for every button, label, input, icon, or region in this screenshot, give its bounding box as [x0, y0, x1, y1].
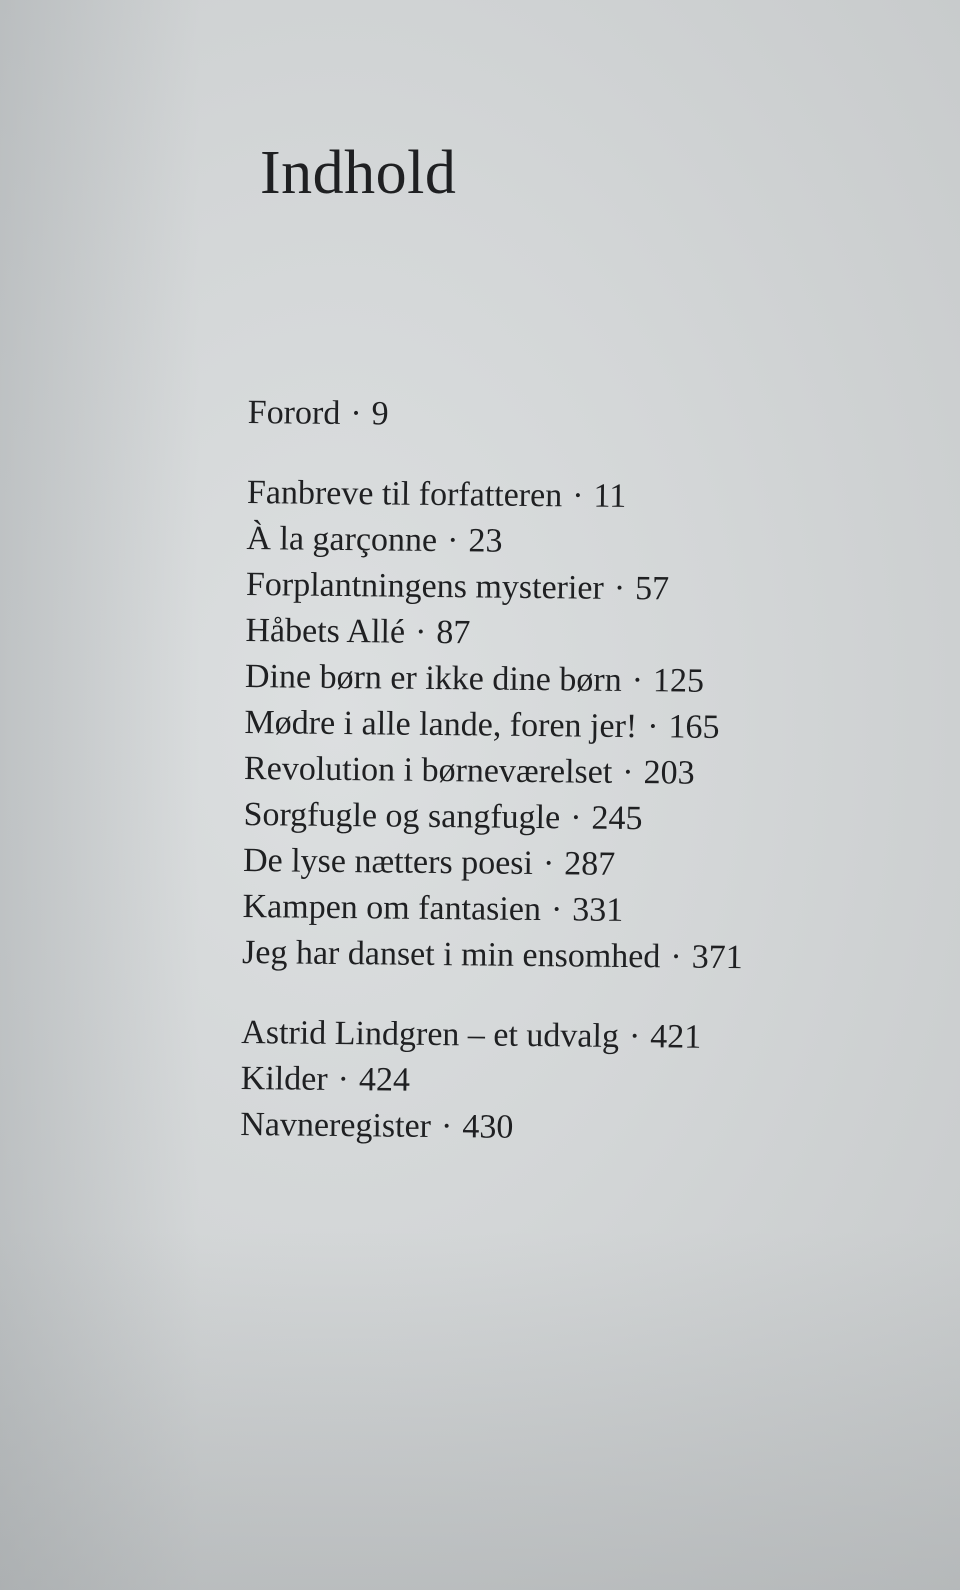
toc-entry	[244, 746, 745, 797]
toc-entry-page: 287	[564, 845, 616, 883]
toc-entry-page: 165	[668, 708, 720, 746]
toc-separator: ·	[414, 613, 427, 651]
toc-entry	[242, 884, 743, 935]
table-of-contents	[240, 390, 749, 1153]
toc-entry-title: Astrid Lindgren – et udvalg	[241, 1013, 620, 1055]
toc-entry-page: 11	[593, 477, 627, 515]
toc-entry-title: Jeg har danset i min ensomhed	[241, 933, 661, 976]
toc-entry-page: 424	[358, 1061, 411, 1099]
toc-entry	[240, 1102, 741, 1153]
toc-entry-title: Forord	[247, 393, 341, 432]
toc-separator: ·	[446, 522, 459, 560]
page-shadow-bottom	[0, 1230, 960, 1590]
toc-separator: ·	[440, 1108, 453, 1146]
toc-entry	[246, 516, 747, 567]
toc-entry-page: 430	[462, 1108, 514, 1146]
toc-entry	[244, 700, 745, 751]
toc-entry	[245, 654, 746, 705]
toc-entry-title: Forplantningens mysterier	[245, 565, 605, 607]
toc-entry-page: 23	[468, 522, 503, 560]
toc-separator: ·	[550, 891, 563, 929]
toc-entry-title: De lyse nætters poesi	[242, 841, 534, 883]
toc-entry	[241, 1010, 742, 1061]
toc-group-back	[240, 1010, 742, 1153]
toc-entry-page: 371	[691, 938, 743, 977]
toc-entry-title: Sorgfugle og sangfugle	[243, 795, 561, 837]
toc-entry-title: Kilder	[240, 1059, 328, 1098]
toc-entry	[248, 390, 749, 441]
toc-separator: ·	[647, 708, 659, 746]
toc-entry-title: Mødre i alle lande, foren jer!	[244, 703, 638, 746]
toc-entry-title: Fanbreve til forfatteren	[246, 473, 563, 515]
toc-entry-page: 245	[591, 799, 643, 838]
toc-entry	[243, 838, 744, 889]
toc-separator: ·	[628, 1018, 641, 1056]
toc-entry	[247, 470, 748, 521]
toc-entry-title: Navneregister	[240, 1105, 432, 1145]
toc-entry	[245, 608, 746, 659]
toc-entry	[242, 930, 743, 981]
toc-entry-title: À la garçonne	[246, 519, 438, 559]
toc-entry-page: 125	[652, 662, 705, 700]
toc-entry-title: Kampen om fantasien	[242, 887, 542, 929]
toc-separator: ·	[670, 938, 682, 976]
toc-separator: ·	[613, 569, 626, 607]
toc-entry-page: 421	[650, 1018, 702, 1056]
page-title: Indhold	[260, 139, 457, 207]
toc-entry-title: Dine børn er ikke dine børn	[244, 657, 622, 699]
toc-entry-page: 9	[371, 395, 389, 433]
toc-entry-page: 331	[572, 891, 624, 929]
toc-group-chapters	[242, 470, 748, 981]
toc-group-front	[248, 390, 749, 441]
toc-entry-page: 57	[634, 570, 670, 608]
toc-entry-title: Revolution i børneværelset	[243, 749, 613, 791]
toc-entry-page: 87	[436, 613, 471, 652]
toc-entry	[241, 1056, 742, 1107]
toc-separator: ·	[350, 395, 362, 433]
toc-separator: ·	[631, 662, 644, 700]
toc-entry-page: 203	[643, 754, 695, 792]
toc-entry	[243, 792, 744, 843]
toc-separator: ·	[337, 1060, 350, 1099]
toc-entry-title: Håbets Allé	[245, 611, 406, 651]
toc-separator: ·	[542, 845, 555, 883]
toc-separator: ·	[622, 753, 634, 792]
toc-separator: ·	[570, 799, 582, 837]
toc-separator: ·	[572, 477, 584, 515]
toc-entry	[246, 562, 747, 613]
